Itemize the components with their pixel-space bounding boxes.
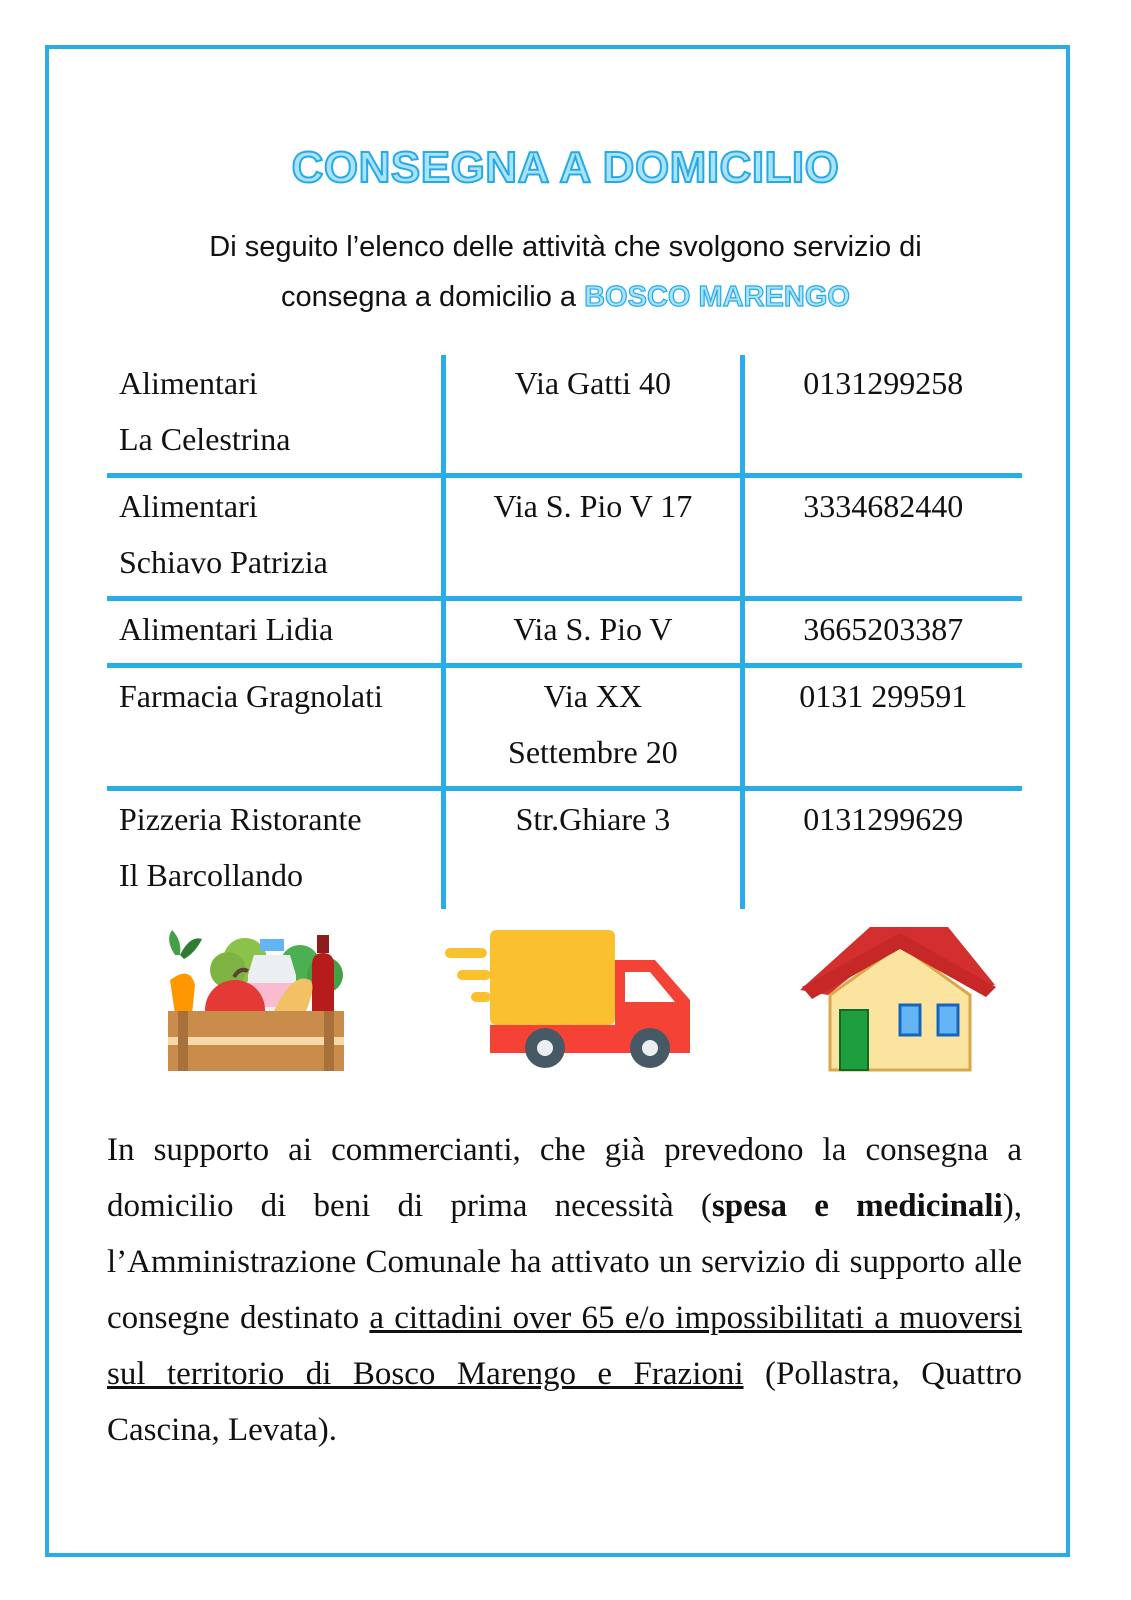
- paragraph-text: In supporto ai commercianti, che già prevedono la consegna a domicilio di beni di prima necessità (: [107, 1132, 1022, 1224]
- town-name: BOSCO MARENGO: [584, 281, 850, 313]
- shop-name: [107, 668, 441, 786]
- intro-line-2-prefix: consegna a domicilio a: [281, 281, 585, 313]
- table-row: [107, 791, 1022, 909]
- paragraph-text: ), l’Amministrazione Comunale ha attivato un servizio di supporto alle consegne destinato: [107, 1188, 1023, 1336]
- grocery-crate-icon: [150, 925, 355, 1075]
- page-title: CONSEGNA A DOMICILIO: [291, 143, 840, 192]
- shop-name-line: Il Barcollando: [119, 857, 303, 893]
- shop-address: [441, 478, 744, 596]
- shops-table: [107, 355, 1022, 909]
- shop-name-line: Schiavo Patrizia: [119, 544, 328, 580]
- shop-address-line: Settembre 20: [508, 734, 678, 770]
- table-row: [107, 668, 1022, 791]
- shop-address-line: Via S. Pio V: [513, 611, 673, 647]
- shop-name-line: Alimentari: [119, 488, 258, 524]
- shop-address-line: Via XX: [543, 678, 643, 714]
- table-row: [107, 601, 1022, 668]
- paragraph-text: (Pollastra, Quattro Cascina, Levata).: [107, 1356, 1022, 1448]
- paragraph-underlined-text: a cittadini over 65 e/o impossibilitati a muoversi sul territorio di Bosco Marengo e Frazioni: [107, 1300, 1022, 1392]
- shop-address: [441, 601, 744, 663]
- table-row: [107, 478, 1022, 601]
- shop-phone: 0131299258: [803, 365, 964, 401]
- table-row: [107, 355, 1022, 478]
- shop-name-line: Alimentari: [119, 365, 258, 401]
- shop-address: [441, 668, 744, 786]
- shop-name: [107, 355, 441, 473]
- shop-name: [107, 601, 441, 663]
- shop-phone: 0131 299591: [799, 678, 968, 714]
- paragraph-bold-text: spesa e medicinali: [711, 1188, 1003, 1224]
- icons-row: [0, 925, 1131, 1085]
- shop-address-line: Via Gatti 40: [514, 365, 672, 401]
- shop-address: [441, 791, 744, 909]
- shop-name-line: Alimentari Lidia: [119, 611, 334, 647]
- info-paragraph: [107, 1122, 1022, 1458]
- delivery-truck-icon: [445, 930, 695, 1075]
- shop-address: [441, 355, 744, 473]
- shop-address-line: Str.Ghiare 3: [515, 801, 671, 837]
- shop-phone: 3334682440: [803, 488, 964, 524]
- intro-line-1: Di seguito l’elenco delle attività che svolgono servizio di: [209, 231, 922, 263]
- shop-name-line: Pizzeria Ristorante: [119, 801, 362, 837]
- shop-name: [107, 791, 441, 909]
- shop-address-line: Via S. Pio V 17: [493, 488, 693, 524]
- shop-phone: 0131299629: [803, 801, 964, 837]
- intro-line-2: [0, 272, 1131, 322]
- intro-text: [0, 222, 1131, 322]
- shop-name: [107, 478, 441, 596]
- shop-name-line: Farmacia Gragnolati: [119, 678, 383, 714]
- shop-phone: 3665203387: [803, 611, 964, 647]
- shop-name-line: La Celestrina: [119, 421, 291, 457]
- house-icon: [800, 925, 1000, 1075]
